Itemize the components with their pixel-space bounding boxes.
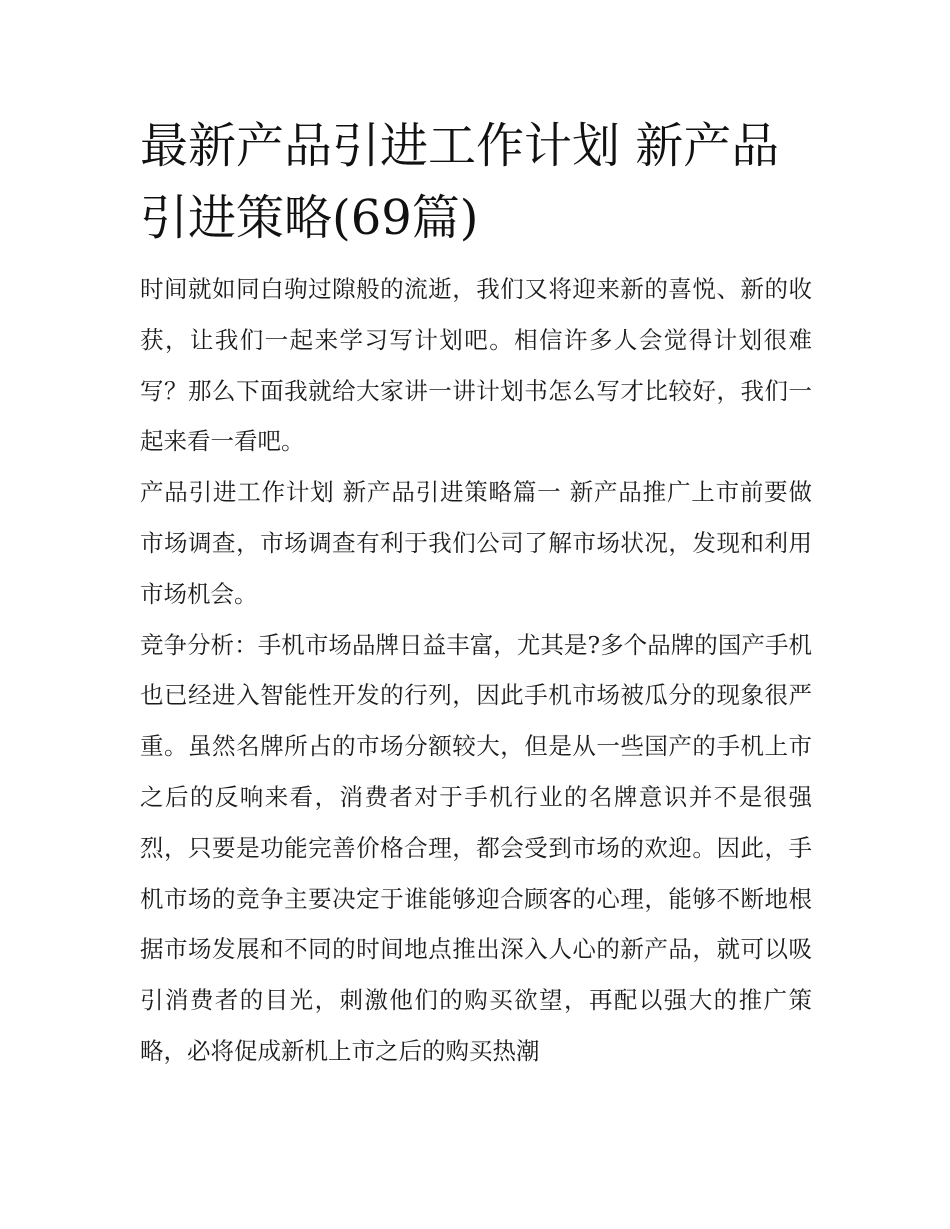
document-content [140,110,812,1077]
paragraph-section-one: 产品引进工作计划 新产品引进策略篇一 新产品推广上市前要做市场调查，市场调查有利于我们公司了解市场状况，发现和利用市场机会。 [140,478,812,608]
paragraph-competition-analysis: 竞争分析：手机市场品牌日益丰富，尤其是?多个品牌的国产手机也已经进入智能性开发的行列，因此手机市场被瓜分的现象很严重。虽然名牌所占的市场分额较大，但是从一些国产的手机上市之后的反响来看，消费者对于手机行业的名牌意识并不是很强烈，只要是功能完善价格合理，都会受到市场的欢迎。因此，手机市场的竞争主要决定于谁能够迎合顾客的心理，能够不断地根据市场发展和不同的时间地点推出深入人心的新产品，就可以吸引消费者的目光，刺激他们的购买欲望，再配以强大的推广策略，必将促成新机上市之后的购买热潮 [140,630,812,1065]
document-title: 最新产品引进工作计划 新产品引进策略(69篇) [140,118,780,246]
paragraph-intro: 时间就如同白驹过隙般的流逝，我们又将迎来新的喜悦、新的收获，让我们一起来学习写计划吧。相信许多人会觉得计划很难写？那么下面我就给大家讲一讲计划书怎么写才比较好，我们一起来看一看吧。 [140,275,812,456]
